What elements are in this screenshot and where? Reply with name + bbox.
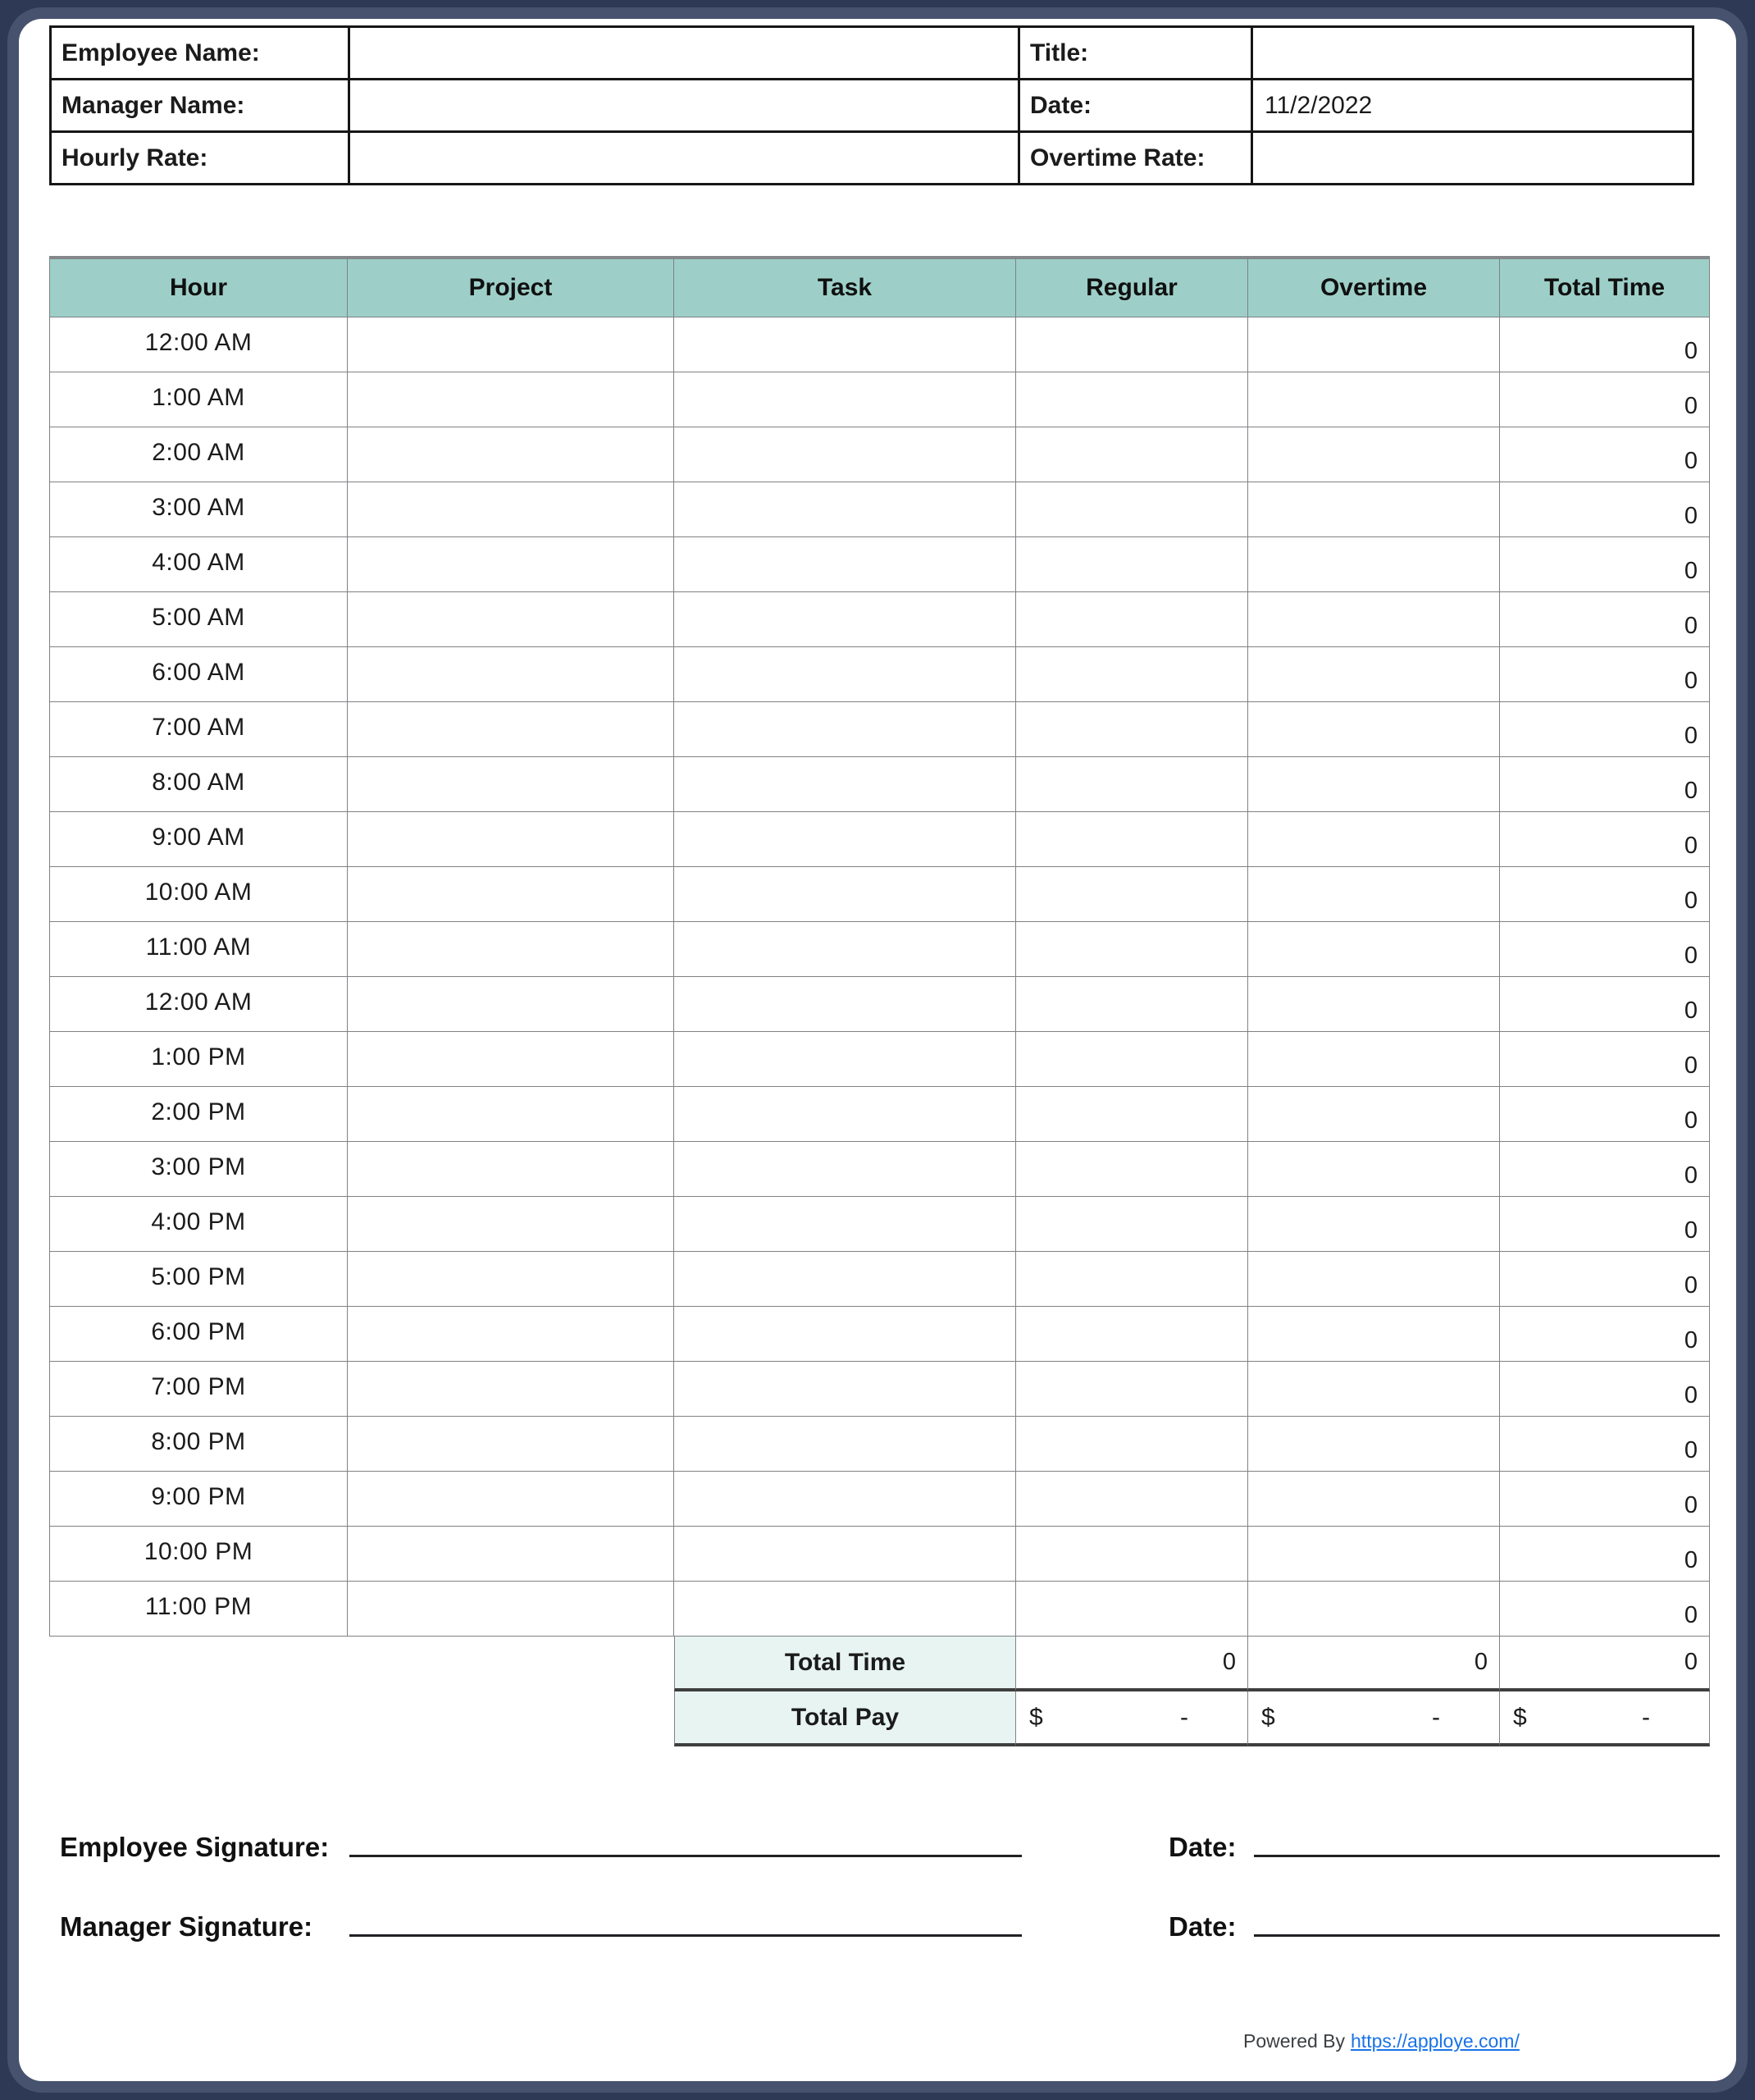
hour-cell: 2:00 PM [49, 1087, 348, 1142]
regular-cell[interactable] [1016, 427, 1248, 482]
hourly-rate-field[interactable] [350, 133, 1020, 185]
overtime-rate-field[interactable] [1253, 133, 1694, 185]
overtime-cell[interactable] [1248, 427, 1500, 482]
regular-cell[interactable] [1016, 1142, 1248, 1197]
task-cell[interactable] [674, 317, 1016, 372]
title-label: Title: [1020, 28, 1253, 80]
overtime-cell[interactable] [1248, 1087, 1500, 1142]
row-total-cell[interactable]: 0 [1500, 592, 1710, 647]
project-cell[interactable] [348, 1252, 674, 1307]
row-total-cell[interactable]: 0 [1500, 757, 1710, 812]
task-cell[interactable] [674, 592, 1016, 647]
header-cell-hour: Hour [49, 256, 348, 317]
row-total-cell[interactable]: 0 [1500, 1307, 1710, 1362]
overtime-cell[interactable] [1248, 977, 1500, 1032]
project-cell[interactable] [348, 977, 674, 1032]
project-cell[interactable] [348, 1417, 674, 1472]
date-label: Date: [1020, 80, 1253, 133]
hour-cell: 1:00 AM [49, 372, 348, 427]
overtime-cell[interactable] [1248, 1417, 1500, 1472]
project-cell[interactable] [348, 867, 674, 922]
manager-name-field[interactable] [350, 80, 1020, 133]
regular-cell[interactable] [1016, 1362, 1248, 1417]
currency-symbol: $ [1029, 1703, 1043, 1731]
project-cell[interactable] [348, 537, 674, 592]
total-pay-regular-cell[interactable] [1016, 1691, 1248, 1746]
hour-cell: 11:00 PM [49, 1582, 348, 1637]
row-total-cell[interactable]: 0 [1500, 537, 1710, 592]
row-total-cell[interactable]: 0 [1500, 922, 1710, 977]
employee-name-field[interactable] [350, 28, 1020, 80]
hour-cell: 10:00 PM [49, 1527, 348, 1582]
hour-cell: 2:00 AM [49, 427, 348, 482]
task-cell[interactable] [674, 977, 1016, 1032]
overtime-cell[interactable] [1248, 1582, 1500, 1637]
task-cell[interactable] [674, 812, 1016, 867]
row-total-cell[interactable]: 0 [1500, 1032, 1710, 1087]
regular-cell[interactable] [1016, 1032, 1248, 1087]
hour-cell: 4:00 AM [49, 537, 348, 592]
regular-cell[interactable] [1016, 482, 1248, 537]
hour-cell: 9:00 AM [49, 812, 348, 867]
hour-cell: 8:00 PM [49, 1417, 348, 1472]
project-cell[interactable] [348, 757, 674, 812]
overtime-cell[interactable] [1248, 1197, 1500, 1252]
hour-cell: 12:00 AM [49, 977, 348, 1032]
task-cell[interactable] [674, 1307, 1016, 1362]
project-cell[interactable] [348, 317, 674, 372]
project-cell[interactable] [348, 592, 674, 647]
spacer-cell [348, 1637, 674, 1691]
task-cell[interactable] [674, 1417, 1016, 1472]
task-cell[interactable] [674, 537, 1016, 592]
overtime-cell[interactable] [1248, 922, 1500, 977]
overtime-cell[interactable] [1248, 702, 1500, 757]
overtime-cell[interactable] [1248, 372, 1500, 427]
task-cell[interactable] [674, 647, 1016, 702]
regular-cell[interactable] [1016, 1417, 1248, 1472]
overtime-cell[interactable] [1248, 1527, 1500, 1582]
footer [1243, 2030, 1520, 2052]
regular-cell[interactable] [1016, 702, 1248, 757]
overtime-cell[interactable] [1248, 867, 1500, 922]
hour-cell: 6:00 PM [49, 1307, 348, 1362]
regular-cell[interactable] [1016, 1087, 1248, 1142]
pay-amount: - [1432, 1703, 1440, 1731]
regular-cell[interactable] [1016, 1197, 1248, 1252]
row-total-cell[interactable]: 0 [1500, 812, 1710, 867]
currency-symbol: $ [1513, 1703, 1527, 1731]
project-cell[interactable] [348, 922, 674, 977]
total-pay-total-cell[interactable] [1500, 1691, 1710, 1746]
task-cell[interactable] [674, 427, 1016, 482]
task-cell[interactable] [674, 1032, 1016, 1087]
regular-cell[interactable] [1016, 317, 1248, 372]
project-cell[interactable] [348, 1362, 674, 1417]
regular-cell[interactable] [1016, 812, 1248, 867]
spacer-cell [49, 1691, 348, 1746]
hour-cell: 5:00 AM [49, 592, 348, 647]
hourly-rate-label: Hourly Rate: [52, 133, 350, 185]
project-cell[interactable] [348, 1197, 674, 1252]
hour-cell: 7:00 PM [49, 1362, 348, 1417]
overtime-cell[interactable] [1248, 1307, 1500, 1362]
regular-cell[interactable] [1016, 592, 1248, 647]
hour-cell: 11:00 AM [49, 922, 348, 977]
task-cell[interactable] [674, 1527, 1016, 1582]
project-cell[interactable] [348, 1032, 674, 1087]
regular-cell[interactable] [1016, 1307, 1248, 1362]
row-total-cell[interactable]: 0 [1500, 1417, 1710, 1472]
spacer-cell [348, 1691, 674, 1746]
hour-cell: 4:00 PM [49, 1197, 348, 1252]
project-cell[interactable] [348, 702, 674, 757]
row-total-cell[interactable]: 0 [1500, 372, 1710, 427]
overtime-rate-label: Overtime Rate: [1020, 133, 1253, 185]
overtime-cell[interactable] [1248, 647, 1500, 702]
header-cell-total-time: Total Time [1500, 256, 1710, 317]
timesheet-grid [49, 256, 1710, 1746]
employee-signature-label: Employee Signature: [60, 1832, 330, 1862]
task-cell[interactable] [674, 1087, 1016, 1142]
row-total-cell[interactable]: 0 [1500, 427, 1710, 482]
task-cell[interactable] [674, 1582, 1016, 1637]
row-total-cell[interactable]: 0 [1500, 1362, 1710, 1417]
spacer-cell [49, 1637, 348, 1691]
hour-cell: 8:00 AM [49, 757, 348, 812]
regular-cell[interactable] [1016, 1582, 1248, 1637]
task-cell[interactable] [674, 1252, 1016, 1307]
task-cell[interactable] [674, 922, 1016, 977]
regular-cell[interactable] [1016, 1527, 1248, 1582]
overtime-cell[interactable] [1248, 482, 1500, 537]
overtime-cell[interactable] [1248, 592, 1500, 647]
total-time-label: Total Time [674, 1637, 1016, 1691]
project-cell[interactable] [348, 1307, 674, 1362]
regular-cell[interactable] [1016, 922, 1248, 977]
manager-date-line[interactable] [1254, 1934, 1720, 1937]
overtime-cell[interactable] [1248, 812, 1500, 867]
overtime-cell[interactable] [1248, 1472, 1500, 1527]
manager-name-label: Manager Name: [52, 80, 350, 133]
row-total-cell[interactable]: 0 [1500, 1087, 1710, 1142]
overtime-cell[interactable] [1248, 317, 1500, 372]
hour-cell: 1:00 PM [49, 1032, 348, 1087]
project-cell[interactable] [348, 1087, 674, 1142]
employee-date-line[interactable] [1254, 1855, 1720, 1857]
document-page [19, 19, 1736, 2081]
task-cell[interactable] [674, 372, 1016, 427]
overtime-cell[interactable] [1248, 1362, 1500, 1417]
overtime-cell[interactable] [1248, 757, 1500, 812]
total-time-regular-value[interactable]: 0 [1016, 1637, 1248, 1691]
header-cell-task: Task [674, 256, 1016, 317]
hour-cell: 12:00 AM [49, 317, 348, 372]
header-cell-project: Project [348, 256, 674, 317]
regular-cell[interactable] [1016, 977, 1248, 1032]
row-total-cell[interactable]: 0 [1500, 1252, 1710, 1307]
row-total-cell[interactable]: 0 [1500, 1527, 1710, 1582]
row-total-cell[interactable]: 0 [1500, 1197, 1710, 1252]
hour-cell: 9:00 PM [49, 1472, 348, 1527]
project-cell[interactable] [348, 1472, 674, 1527]
date-field[interactable]: 11/2/2022 [1253, 80, 1694, 133]
signature-date-label: Date: [1169, 1832, 1237, 1862]
regular-cell[interactable] [1016, 647, 1248, 702]
powered-by-text: Powered By [1243, 2030, 1346, 2052]
task-cell[interactable] [674, 867, 1016, 922]
task-cell[interactable] [674, 1197, 1016, 1252]
manager-signature-line[interactable] [349, 1934, 1022, 1937]
task-cell[interactable] [674, 482, 1016, 537]
manager-signature-label: Manager Signature: [60, 1911, 313, 1942]
project-cell[interactable] [348, 482, 674, 537]
row-total-cell[interactable]: 0 [1500, 1582, 1710, 1637]
task-cell[interactable] [674, 757, 1016, 812]
hour-cell: 7:00 AM [49, 702, 348, 757]
pay-amount: - [1180, 1703, 1188, 1731]
regular-cell[interactable] [1016, 372, 1248, 427]
total-time-overtime-value[interactable]: 0 [1248, 1637, 1500, 1691]
project-cell[interactable] [348, 1527, 674, 1582]
total-time-total-value[interactable]: 0 [1500, 1637, 1710, 1691]
row-total-cell[interactable]: 0 [1500, 702, 1710, 757]
row-total-cell[interactable]: 0 [1500, 1142, 1710, 1197]
overtime-cell[interactable] [1248, 537, 1500, 592]
info-table [49, 25, 1694, 185]
overtime-cell[interactable] [1248, 1252, 1500, 1307]
total-pay-label: Total Pay [674, 1691, 1016, 1746]
window-frame [7, 7, 1748, 2093]
row-total-cell[interactable]: 0 [1500, 317, 1710, 372]
row-total-cell[interactable]: 0 [1500, 977, 1710, 1032]
employee-signature-line[interactable] [349, 1855, 1022, 1857]
pay-amount: - [1642, 1703, 1650, 1731]
row-total-cell[interactable]: 0 [1500, 647, 1710, 702]
project-cell[interactable] [348, 647, 674, 702]
regular-cell[interactable] [1016, 867, 1248, 922]
row-total-cell[interactable]: 0 [1500, 867, 1710, 922]
hour-cell: 3:00 PM [49, 1142, 348, 1197]
currency-symbol: $ [1261, 1703, 1275, 1731]
employee-name-label: Employee Name: [52, 28, 350, 80]
hour-cell: 6:00 AM [49, 647, 348, 702]
header-cell-overtime: Overtime [1248, 256, 1500, 317]
regular-cell[interactable] [1016, 1472, 1248, 1527]
overtime-cell[interactable] [1248, 1142, 1500, 1197]
project-cell[interactable] [348, 1582, 674, 1637]
total-pay-overtime-cell[interactable] [1248, 1691, 1500, 1746]
project-cell[interactable] [348, 812, 674, 867]
regular-cell[interactable] [1016, 1252, 1248, 1307]
row-total-cell[interactable]: 0 [1500, 482, 1710, 537]
title-field[interactable] [1253, 28, 1694, 80]
task-cell[interactable] [674, 1142, 1016, 1197]
overtime-cell[interactable] [1248, 1032, 1500, 1087]
regular-cell[interactable] [1016, 537, 1248, 592]
hour-cell: 5:00 PM [49, 1252, 348, 1307]
hour-cell: 3:00 AM [49, 482, 348, 537]
project-cell[interactable] [348, 427, 674, 482]
task-cell[interactable] [674, 1362, 1016, 1417]
header-cell-regular: Regular [1016, 256, 1248, 317]
project-cell[interactable] [348, 1142, 674, 1197]
task-cell[interactable] [674, 1472, 1016, 1527]
hour-cell: 10:00 AM [49, 867, 348, 922]
row-total-cell[interactable]: 0 [1500, 1472, 1710, 1527]
regular-cell[interactable] [1016, 757, 1248, 812]
project-cell[interactable] [348, 372, 674, 427]
apploye-link[interactable]: https://apploye.com/ [1351, 2030, 1520, 2052]
task-cell[interactable] [674, 702, 1016, 757]
signature-date-label: Date: [1169, 1911, 1237, 1942]
